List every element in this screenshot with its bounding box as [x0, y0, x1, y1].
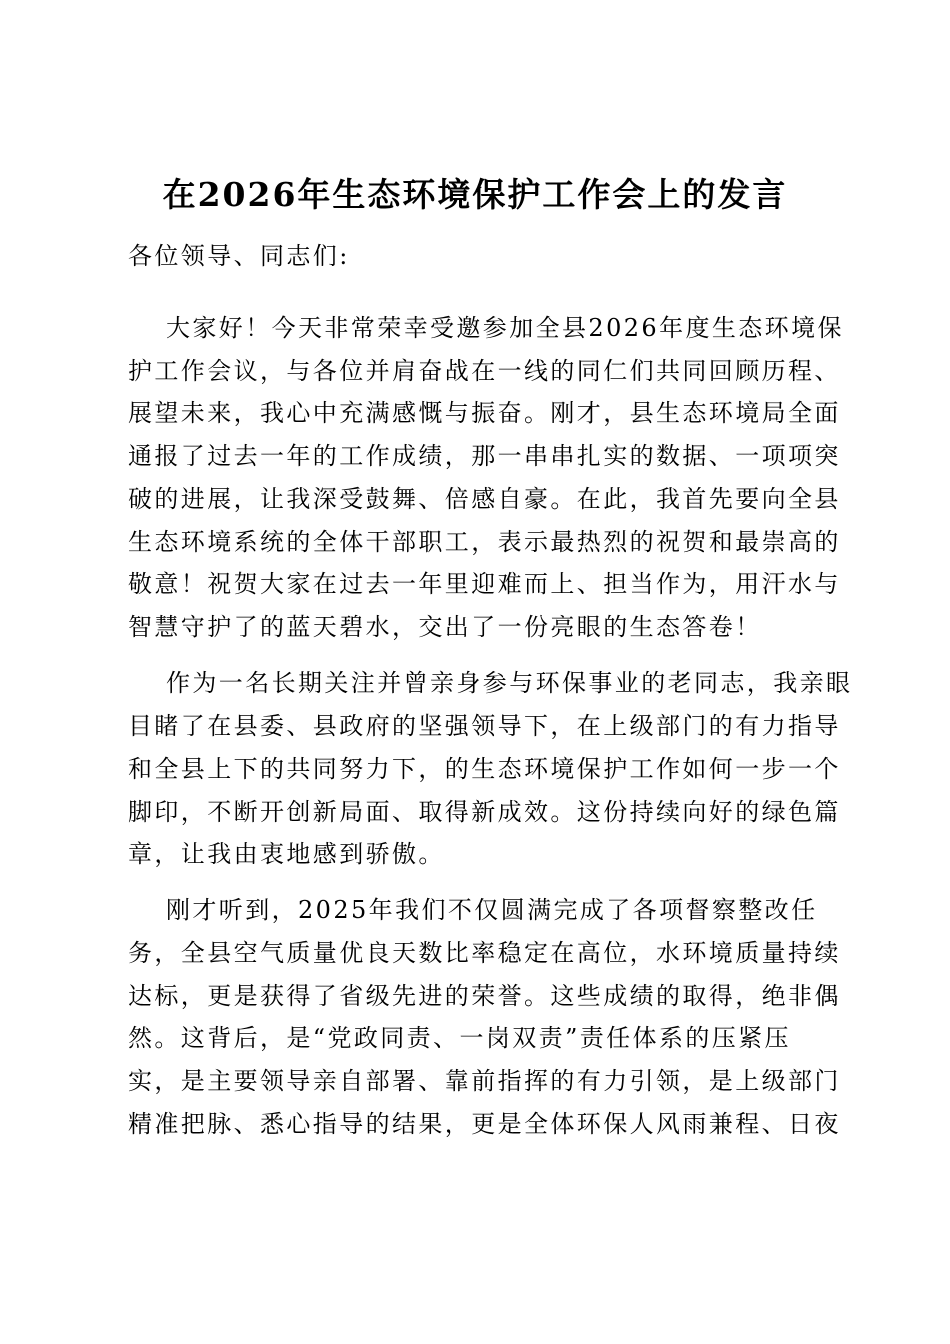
paragraph-line: 脚印，不断开创新局面、取得新成效。这份持续向好的绿色篇: [128, 798, 841, 826]
paragraph-line: 目睹了在县委、县政府的坚强领导下，在上级部门的有力指导: [128, 712, 841, 740]
paragraph-line: 护工作会议，与各位并肩奋战在一线的同仁们共同回顾历程、: [128, 357, 841, 385]
paragraph-line: 实，是主要领导亲自部署、靠前指挥的有力引领，是上级部门: [128, 1067, 841, 1095]
paragraph-line: 务，全县空气质量优良天数比率稳定在高位，水环境质量持续: [128, 939, 841, 967]
paragraph-line: 敬意！祝贺大家在过去一年里迎难而上、担当作为，用汗水与: [128, 570, 841, 598]
paragraph-line: 展望未来，我心中充满感慨与振奋。刚才，县生态环境局全面: [128, 399, 841, 427]
document-title: 在2026年生态环境保护工作会上的发言: [162, 175, 788, 214]
salutation: 各位领导、同志们:: [128, 242, 350, 270]
paragraph-line: 破的进展，让我深受鼓舞、倍感自豪。在此，我首先要向全县: [128, 485, 841, 513]
paragraph-line: 作为一名长期关注并曾亲身参与环保事业的老同志，我亲眼: [166, 669, 853, 697]
paragraph-line: 生态环境系统的全体干部职工，表示最热烈的祝贺和最崇高的: [128, 528, 841, 556]
paragraph-line: 和全县上下的共同努力下，的生态环境保护工作如何一步一个: [128, 755, 841, 783]
paragraph-line: 刚才听到，2025年我们不仅圆满完成了各项督察整改任: [166, 896, 818, 924]
paragraph-line: 然。这背后，是“党政同责、一岗双责”责任体系的压紧压: [128, 1024, 791, 1052]
paragraph-line: 大家好！今天非常荣幸受邀参加全县2026年度生态环境保: [166, 314, 844, 342]
paragraph-line: 精准把脉、悉心指导的结果，更是全体环保人风雨兼程、日夜: [128, 1110, 841, 1138]
paragraph-line: 达标，更是获得了省级先进的荣誉。这些成绩的取得，绝非偶: [128, 982, 841, 1010]
paragraph-line: 章，让我由衷地感到骄傲。: [128, 840, 445, 868]
paragraph-line: 智慧守护了的蓝天碧水，交出了一份亮眼的生态答卷！: [128, 613, 762, 641]
paragraph-line: 通报了过去一年的工作成绩，那一串串扎实的数据、一项项突: [128, 442, 841, 470]
